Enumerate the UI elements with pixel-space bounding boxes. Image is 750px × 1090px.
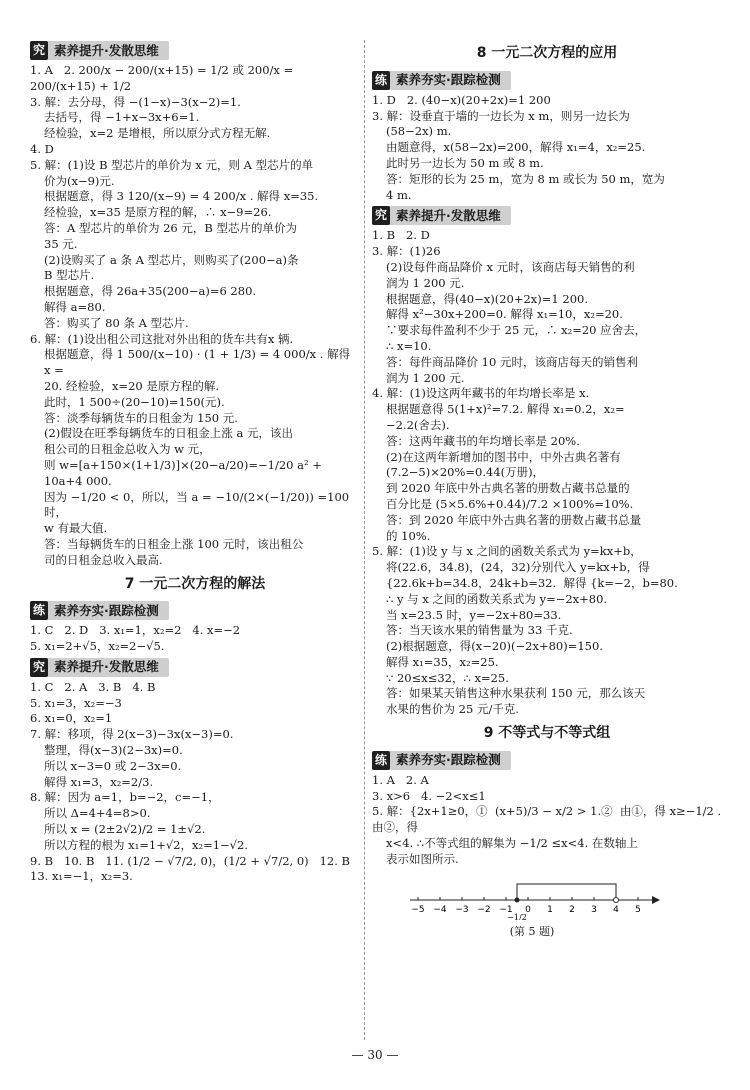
answer-line: 根据题意得 5(1+x)²=7.2. 解得 x₁=0.2，x₂= <box>386 402 625 417</box>
answer-line: 所以 x−3=0 或 2−3x=0. <box>44 758 182 773</box>
section-title-7: 7 一元二次方程的解法 <box>124 575 266 592</box>
answer-line: 5. 解：(1)设 B 型芯片的单价为 x 元，则 A 型芯片的单 <box>30 157 314 172</box>
answer-line: 润为 1 200 元. <box>386 275 465 290</box>
badge-chip: 练 <box>372 71 390 90</box>
right-column <box>372 38 725 942</box>
axis-tick-label: −2 <box>477 904 491 915</box>
answer-line: 5. x₁=2+√5，x₂=2−√5. <box>30 639 165 654</box>
answer-line: 将(22.6，34.8)，(24，32)分别代入 y=kx+b，得 <box>386 560 650 575</box>
badge-practice-3 <box>372 751 511 770</box>
answer-line: 4. 解：(1)设这两年藏书的年均增长率是 x. <box>372 386 590 401</box>
answer-line: 司的日租金总收入最高. <box>44 552 163 567</box>
answer-line: 经检验，x=2 是增根，所以原分式方程无解. <box>44 126 271 141</box>
axis-tick-label: −5 <box>411 904 425 915</box>
answer-line: 答：购买了 80 条 A 型芯片. <box>44 315 189 330</box>
answer-line: 1. B 2. D <box>372 228 430 243</box>
axis-tick-label: 2 <box>569 904 575 915</box>
page-number: — 30 — <box>351 1048 399 1062</box>
answer-line: 根据题意，得(40−x)(20+2x)=1 200. <box>386 291 588 306</box>
answer-line: 1. D 2. (40−x)(20+2x)=1 200 <box>372 92 551 107</box>
answer-line: 解得 x₁=3，x₂=2/3. <box>44 774 154 789</box>
answer-line: 4. D <box>30 141 54 156</box>
answer-line: 所以 x = (2±2√2)/2 = 1±√2. <box>44 822 206 837</box>
answer-line: 5. x₁=3，x₂=−3 <box>30 695 122 710</box>
answer-line: 根据题意，得 26a+35(200−a)=6 280. <box>44 284 257 299</box>
answer-line: 解得 x₁=35，x₂=25. <box>386 654 499 669</box>
answer-line: B 型芯片. <box>44 268 95 283</box>
answer-line: 答：如果某天销售这种水果获利 150 元，那么该天 <box>386 686 646 701</box>
answer-line: 答：A 型芯片的单价为 26 元，B 型芯片的单价为 <box>44 220 298 235</box>
answer-line: 7. 解：移项，得 2(x−3)−3x(x−3)=0. <box>30 727 234 742</box>
answer-line: 6. 解：(1)设出租公司这批对外出租的货车共有x 辆. <box>30 331 294 346</box>
answer-line: 1. A 2. A <box>372 772 429 787</box>
figure-caption: (第 5 题) <box>509 925 555 939</box>
number-line-figure <box>402 874 662 941</box>
badge-practice-1 <box>30 601 169 620</box>
answer-line: 根据题意，得 3 120/(x−9) = 4 200/x . 解得 x=35. <box>44 189 319 204</box>
column-divider <box>364 40 365 1040</box>
answer-line: ∵要求每件盈利不少于 25 元，∴ x₂=20 应舍去， <box>386 323 647 338</box>
badge-label: 素养夯实·跟踪检测 <box>396 72 501 88</box>
answer-line: 3. 解：(1)26 <box>372 244 441 259</box>
badge-study-2 <box>30 658 169 677</box>
section-title-9: 9 不等式与不等式组 <box>483 725 611 742</box>
badge-chip: 究 <box>372 206 390 225</box>
answer-line: 6. x₁=0，x₂=1 <box>30 711 113 726</box>
answer-line: 35 元. <box>44 236 78 251</box>
left-column <box>30 38 360 885</box>
answer-line: ∴ y 与 x 之间的函数关系式为 y=−2x+80. <box>386 591 608 606</box>
answer-line: ∴ x=10. <box>386 338 432 353</box>
axis-tick-label: −4 <box>433 904 447 915</box>
answer-line: 答：当每辆货车的日租金上涨 100 元时，该出租公 <box>44 536 304 551</box>
answer-line: ∵ 20≤x≤32，∴ x=25. <box>386 670 509 685</box>
answer-line: 到 2020 年底中外古典名著的册数占藏书总量的 <box>386 481 630 496</box>
answer-line: (2)在这两年新增加的图书中，中外古典名著有 <box>386 449 621 464</box>
answer-line: (7.2−5)×20%=0.44(万册)， <box>386 465 545 480</box>
badge-label: 素养夯实·跟踪检测 <box>54 602 159 618</box>
answer-line: 8. 解：因为 a=1，b=−2，c=−1， <box>30 790 220 805</box>
answer-line: 4 m. <box>386 187 412 202</box>
answer-line: 根据题意，得 1 500/(x−10) · (1 + 1/3) = 4 000/x . 解得 x = <box>44 347 354 378</box>
badge-chip: 练 <box>372 751 390 770</box>
answer-line: w 有最大值. <box>44 521 108 536</box>
badge-chip: 究 <box>30 658 48 677</box>
answer-line: 经检验，x=35 是原方程的解，∴ x−9=26. <box>44 205 272 220</box>
answer-line: 租公司的日租金总收入为 w 元， <box>44 442 211 457</box>
answer-line: 价为(x−9)元. <box>44 173 115 188</box>
axis-tick-label: 5 <box>635 904 641 915</box>
answer-line: (2)根据题意，得(x−20)(−2x+80)=150. <box>386 639 603 654</box>
axis-tick-label: 0 <box>525 904 531 915</box>
answer-line: 答：到 2020 年底中外古典名著的册数占藏书总量 <box>386 512 642 527</box>
open-endpoint <box>614 897 619 902</box>
answer-line: 1. A 2. 200/x − 200/(x+15) = 1/2 或 200/x = 200/(x+15) + 1/2 <box>30 63 297 93</box>
answer-line: 因为 −1/20 < 0，所以，当 a = −10/(2×(−1/20)) =100 时， <box>44 489 353 520</box>
answer-line: 3. x>6 4. −2<x≤1 <box>372 788 486 803</box>
badge-label: 素养提升·发散思维 <box>396 207 501 223</box>
badge-chip: 练 <box>30 601 48 620</box>
answer-line: 9. B 10. B 11. (1/2 − √7/2, 0)，(1/2 + √7/2, 0) 12. B <box>30 853 350 868</box>
answer-line: 解得 x²−30x+200=0. 解得 x₁=10，x₂=20. <box>386 307 623 322</box>
badge-study-1 <box>30 41 169 60</box>
solution-interval <box>517 884 616 900</box>
answer-line: 当 x=23.5 时，y=−2x+80=33. <box>386 607 562 622</box>
answer-line: 所以方程的根为 x₁=1+√2，x₂=1−√2. <box>44 837 248 852</box>
answer-line: 答：这两年藏书的年均增长率是 20%. <box>386 433 580 448</box>
closed-endpoint <box>515 897 520 902</box>
axis-tick-label: −1 <box>499 904 513 915</box>
badge-chip: 究 <box>30 41 48 60</box>
badge-label: 素养提升·发散思维 <box>54 659 159 675</box>
answer-line: 去括号，得 −1+x−3x+6=1. <box>44 110 200 125</box>
answer-line: 答：矩形的长为 25 m，宽为 8 m 或长为 50 m，宽为 <box>386 171 665 186</box>
half-label: −1/2 <box>507 912 527 920</box>
badge-practice-2 <box>372 71 511 90</box>
answer-line: 5. 解：(1)设 y 与 x 之间的函数关系式为 y=kx+b， <box>372 544 642 559</box>
answer-line: 则 w=[a+150×(1+1/3)]×(20−a/20)=−1/20 a² + <box>44 457 322 472</box>
answer-line: {22.6k+b=34.8，24k+b=32. 解得 {k=−2，b=80. <box>386 575 678 590</box>
badge-label: 素养夯实·跟踪检测 <box>396 752 501 768</box>
axis-tick-label: −3 <box>455 904 469 915</box>
answer-line: 所以 Δ=4+4=8>0. <box>44 806 151 821</box>
answer-line: 3. 解：去分母，得 −(1−x)−3(x−2)=1. <box>30 94 241 109</box>
answer-line: (2)设购买了 a 条 A 型芯片，则购买了(200−a)条 <box>44 252 299 267</box>
section-title-8: 8 一元二次方程的应用 <box>476 45 618 61</box>
number-line-svg <box>402 874 662 920</box>
answer-line: x<4. ∴不等式组的解集为 −1/2 ≤x<4. 在数轴上 <box>386 836 638 851</box>
answer-line: 润为 1 200 元. <box>386 370 465 385</box>
badge-label: 素养提升·发散思维 <box>54 42 159 58</box>
answer-line: 解得 a=80. <box>44 299 106 314</box>
answer-line: −2.2(舍去). <box>386 417 450 432</box>
answer-line: 水果的售价为 25 元/千克. <box>386 702 519 717</box>
answer-line: 5. 解：{2x+1≥0，① (x+5)/3 − x/2 > 1.② 由①，得 x≥−1/2 . 由②，得 <box>372 804 725 835</box>
axis-tick-label: 1 <box>547 904 553 915</box>
answer-line: 答：淡季每辆货车的日租金为 150 元. <box>44 410 238 425</box>
axis-tick-label: 3 <box>591 904 597 915</box>
answer-line: 10a+4 000. <box>44 473 112 488</box>
answer-line: (2)设每件商品降价 x 元时，该商店每天销售的利 <box>386 259 635 274</box>
answer-line: (58−2x) m. <box>386 124 452 139</box>
answer-line: 1. C 2. D 3. x₁=1，x₂=2 4. x=−2 <box>30 623 241 638</box>
answer-line: 整理，得(x−3)(2−3x)=0. <box>44 743 183 758</box>
answer-line: 此时另一边长为 50 m 或 8 m. <box>386 155 544 170</box>
answer-line: 由题意得，x(58−2x)=200，解得 x₁=4，x₂=25. <box>386 140 646 155</box>
badge-study-3 <box>372 206 511 225</box>
answer-line: 3. 解：设垂直于墙的一边长为 x m，则另一边长为 <box>372 108 630 123</box>
answer-line: 1. C 2. A 3. B 4. B <box>30 679 156 694</box>
answer-line: 答：当天该水果的销售量为 33 千克. <box>386 623 573 638</box>
answer-line: (2)假设在旺季每辆货车的日租金上涨 a 元，该出 <box>44 426 293 441</box>
answer-line: 13. x₁=−1，x₂=3. <box>30 869 133 884</box>
answer-line: 的 10%. <box>386 528 431 543</box>
answer-line: 20. 经检验，x=20 是原方程的解. <box>44 378 220 393</box>
answer-line: 表示如图所示. <box>386 851 459 866</box>
answer-line: 百分比是 (5×5.6%+0.44)/7.2 ×100%=10%. <box>386 496 634 511</box>
axis-tick-label: 4 <box>613 904 619 915</box>
answer-line: 此时，1 500÷(20−10)=150(元). <box>44 394 225 409</box>
answer-line: 答：每件商品降价 10 元时，该商店每天的销售利 <box>386 354 638 369</box>
